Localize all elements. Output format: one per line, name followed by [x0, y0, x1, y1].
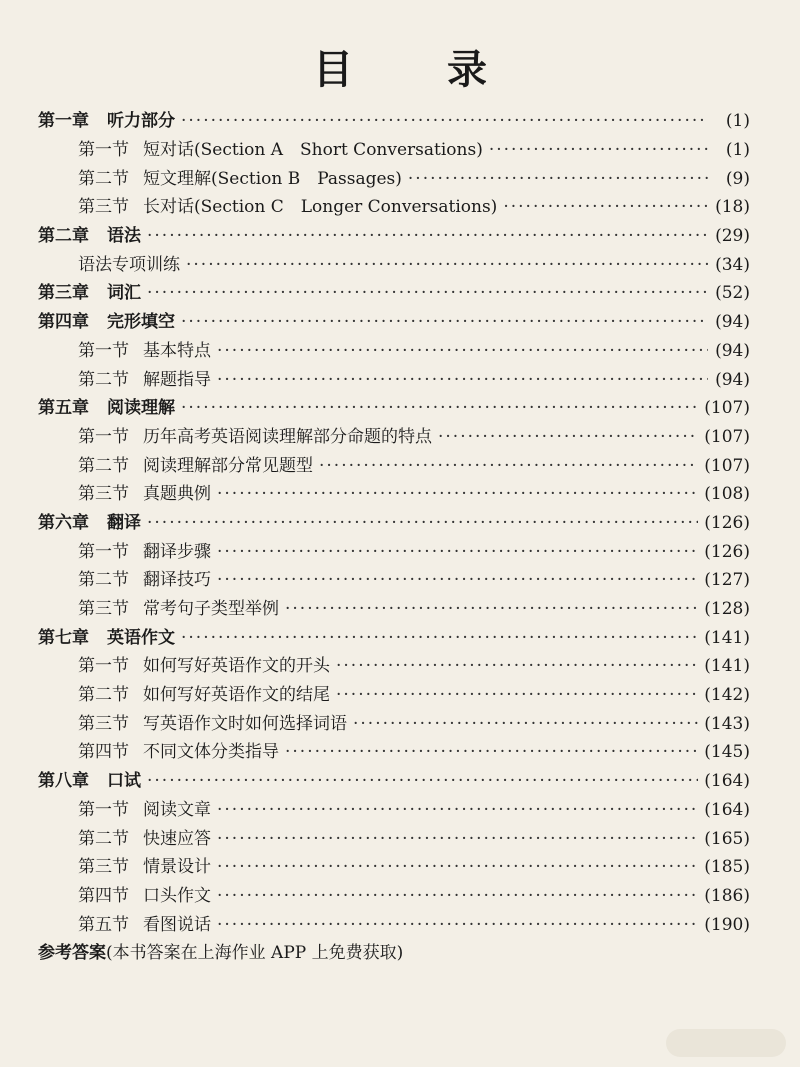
toc-page-number: (126)	[704, 541, 750, 562]
toc-entry-label: 听力部分	[107, 111, 175, 132]
toc-entry-label: 常考句子类型举例	[143, 599, 279, 620]
dot-leader	[285, 738, 698, 766]
dot-leader	[147, 767, 698, 795]
toc-page-number: (141)	[704, 656, 750, 677]
dot-leader	[217, 566, 698, 594]
toc-entry-label: 口头作文	[143, 885, 211, 906]
dot-leader	[217, 538, 698, 566]
toc-entry-label: (本书答案在上海作业 APP 上免费获取)	[106, 943, 404, 964]
toc-page-number: (107)	[704, 398, 750, 419]
toc-section-row[interactable]	[38, 824, 750, 853]
toc-entry-number: 第三节	[78, 857, 129, 878]
toc-entry-label: 如何写好英语作文的结尾	[143, 685, 330, 706]
toc-entry-number: 第三节	[78, 713, 129, 734]
toc-section-row[interactable]	[38, 250, 750, 279]
toc-entry-number: 第一节	[78, 656, 129, 677]
toc-page-number: (94)	[715, 369, 750, 390]
toc-entry-label: 如何写好英语作文的开头	[143, 656, 330, 677]
toc-entry-number: 第八章	[38, 771, 89, 792]
toc-entry-number: 第二节	[78, 369, 129, 390]
dot-leader	[285, 595, 698, 623]
toc-entry-label: 基本特点	[143, 340, 211, 361]
toc-page-number: (52)	[715, 283, 750, 304]
toc-section-row[interactable]	[38, 595, 750, 624]
toc-section-row[interactable]	[38, 681, 750, 710]
toc-entry-label: 快速应答	[143, 828, 211, 849]
toc-page-number: (164)	[704, 771, 750, 792]
toc-entry-number: 第四章	[38, 312, 89, 333]
toc-page-number: (18)	[715, 197, 750, 218]
toc-section-row[interactable]	[38, 193, 750, 222]
toc-page-number: (1)	[725, 111, 750, 132]
toc-entry-number: 第二节	[78, 455, 129, 476]
dot-leader	[186, 251, 708, 279]
toc-entry-number: 第一节	[78, 799, 129, 820]
toc-entry-number: 第二章	[38, 226, 89, 247]
toc-section-row[interactable]	[38, 451, 750, 480]
toc-entry-label: 阅读理解部分常见题型	[143, 455, 313, 476]
toc-chapter-row[interactable]	[38, 767, 750, 796]
toc-section-row[interactable]	[38, 738, 750, 767]
toc-entry-label: 写英语作文时如何选择词语	[143, 713, 347, 734]
toc-entry-label: 长对话(Section C Longer Conversations)	[143, 197, 498, 218]
toc-entry-number: 第二节	[78, 828, 129, 849]
dot-leader	[147, 279, 708, 307]
toc-section-row[interactable]	[38, 652, 750, 681]
toc-entry-number: 第三章	[38, 283, 89, 304]
dot-leader	[336, 681, 698, 709]
toc-entry-label: 历年高考英语阅读理解部分命题的特点	[143, 426, 432, 447]
toc-entry-number: 第一章	[38, 111, 89, 132]
toc-chapter-row[interactable]	[38, 394, 750, 423]
toc-entry-number: 第一节	[78, 140, 129, 161]
toc-entry-number: 第三节	[78, 599, 129, 620]
toc-page-number: (145)	[704, 742, 750, 763]
dot-leader	[217, 480, 698, 508]
toc-chapter-row[interactable]	[38, 222, 750, 251]
toc-entry-number: 第五章	[38, 398, 89, 419]
toc-chapter-row[interactable]	[38, 509, 750, 538]
toc-entry-number: 第三节	[78, 197, 129, 218]
toc-page-number: (185)	[704, 857, 750, 878]
toc-section-row[interactable]	[38, 423, 750, 452]
toc-entry-label: 语法专项训练	[78, 254, 180, 275]
toc-page-number: (128)	[704, 599, 750, 620]
toc-chapter-row[interactable]	[38, 623, 750, 652]
page-title: 目 录	[313, 46, 527, 93]
toc-entry-label: 翻译	[107, 512, 141, 533]
dot-leader	[217, 882, 698, 910]
toc-page-number: (142)	[704, 685, 750, 706]
toc-page-number: (190)	[704, 914, 750, 935]
toc-entry-label: 英语作文	[107, 627, 175, 648]
toc-page-number: (107)	[704, 426, 750, 447]
toc-section-row[interactable]	[38, 709, 750, 738]
dot-leader	[217, 825, 698, 853]
dot-leader	[336, 652, 698, 680]
toc-entry-label: 阅读文章	[143, 799, 211, 820]
toc-entry-label: 词汇	[107, 283, 141, 304]
toc-entry-label: 真题典例	[143, 484, 211, 505]
dot-leader	[147, 509, 698, 537]
toc-entry-label: 翻译技巧	[143, 570, 211, 591]
toc-page-number: (127)	[704, 570, 750, 591]
toc-entry-label: 短文理解(Section B Passages)	[143, 168, 402, 189]
toc-page-number: (107)	[704, 455, 750, 476]
toc-entry-number: 第二节	[78, 168, 129, 189]
toc-page-number: (143)	[704, 713, 750, 734]
toc-section-row[interactable]	[38, 537, 750, 566]
dot-leader	[217, 911, 698, 939]
dot-leader	[181, 308, 708, 336]
toc-entry-label: 语法	[107, 226, 141, 247]
toc-entry-number: 第六章	[38, 512, 89, 533]
dot-leader	[181, 624, 698, 652]
toc-entry-label: 看图说话	[143, 914, 211, 935]
toc-section-row[interactable]	[38, 853, 750, 882]
dot-leader	[489, 136, 708, 164]
toc-entry-label: 阅读理解	[107, 398, 175, 419]
toc-page-number: (141)	[704, 627, 750, 648]
toc-entry-number: 第五节	[78, 914, 129, 935]
toc-entry-label: 口试	[107, 771, 141, 792]
toc-page-number: (108)	[704, 484, 750, 505]
toc-entry-number: 第三节	[78, 484, 129, 505]
table-of-contents	[38, 107, 750, 968]
dot-leader	[217, 366, 708, 394]
toc-section-row[interactable]	[38, 337, 750, 366]
dot-leader	[217, 337, 708, 365]
toc-answers-row[interactable]	[38, 939, 750, 968]
toc-entry-number: 第一节	[78, 541, 129, 562]
toc-entry-label: 完形填空	[107, 312, 175, 333]
dot-leader	[408, 165, 708, 193]
toc-entry-label: 短对话(Section A Short Conversations)	[143, 140, 483, 161]
toc-entry-label: 解题指导	[143, 369, 211, 390]
toc-page-number: (1)	[725, 140, 750, 161]
toc-section-row[interactable]	[38, 882, 750, 911]
toc-entry-label: 情景设计	[143, 857, 211, 878]
toc-section-row[interactable]	[38, 566, 750, 595]
toc-page-number: (165)	[704, 828, 750, 849]
toc-section-row[interactable]	[38, 365, 750, 394]
toc-entry-number: 第四节	[78, 885, 129, 906]
dot-leader	[503, 193, 708, 221]
toc-page-number: (126)	[704, 512, 750, 533]
dot-leader	[147, 222, 708, 250]
dot-leader	[319, 452, 698, 480]
toc-section-row[interactable]	[38, 796, 750, 825]
toc-section-row[interactable]	[38, 136, 750, 165]
dot-leader	[181, 107, 708, 135]
dot-leader	[181, 394, 698, 422]
toc-entry-label: 翻译步骤	[143, 541, 211, 562]
toc-entry-number: 参考答案	[38, 943, 106, 964]
toc-chapter-row[interactable]	[38, 279, 750, 308]
toc-entry-number: 第四节	[78, 742, 129, 763]
toc-section-row[interactable]	[38, 480, 750, 509]
toc-entry-number: 第二节	[78, 685, 129, 706]
toc-chapter-row[interactable]	[38, 107, 750, 136]
page-corner-mark	[666, 1029, 786, 1057]
toc-chapter-row[interactable]	[38, 308, 750, 337]
dot-leader	[353, 710, 698, 738]
toc-section-row[interactable]	[38, 164, 750, 193]
dot-leader	[217, 853, 698, 881]
toc-entry-number: 第二节	[78, 570, 129, 591]
toc-page-number: (164)	[704, 799, 750, 820]
toc-entry-number: 第七章	[38, 627, 89, 648]
dot-leader	[217, 796, 698, 824]
toc-entry-number: 第一节	[78, 340, 129, 361]
toc-page-number: (34)	[715, 254, 750, 275]
toc-page-number: (9)	[725, 168, 750, 189]
toc-section-row[interactable]	[38, 910, 750, 939]
toc-entry-label: 不同文体分类指导	[143, 742, 279, 763]
toc-page-number: (29)	[715, 226, 750, 247]
toc-page-number: (94)	[715, 312, 750, 333]
toc-page-number: (94)	[715, 340, 750, 361]
toc-entry-number: 第一节	[78, 426, 129, 447]
toc-page-number: (186)	[704, 885, 750, 906]
dot-leader	[438, 423, 698, 451]
